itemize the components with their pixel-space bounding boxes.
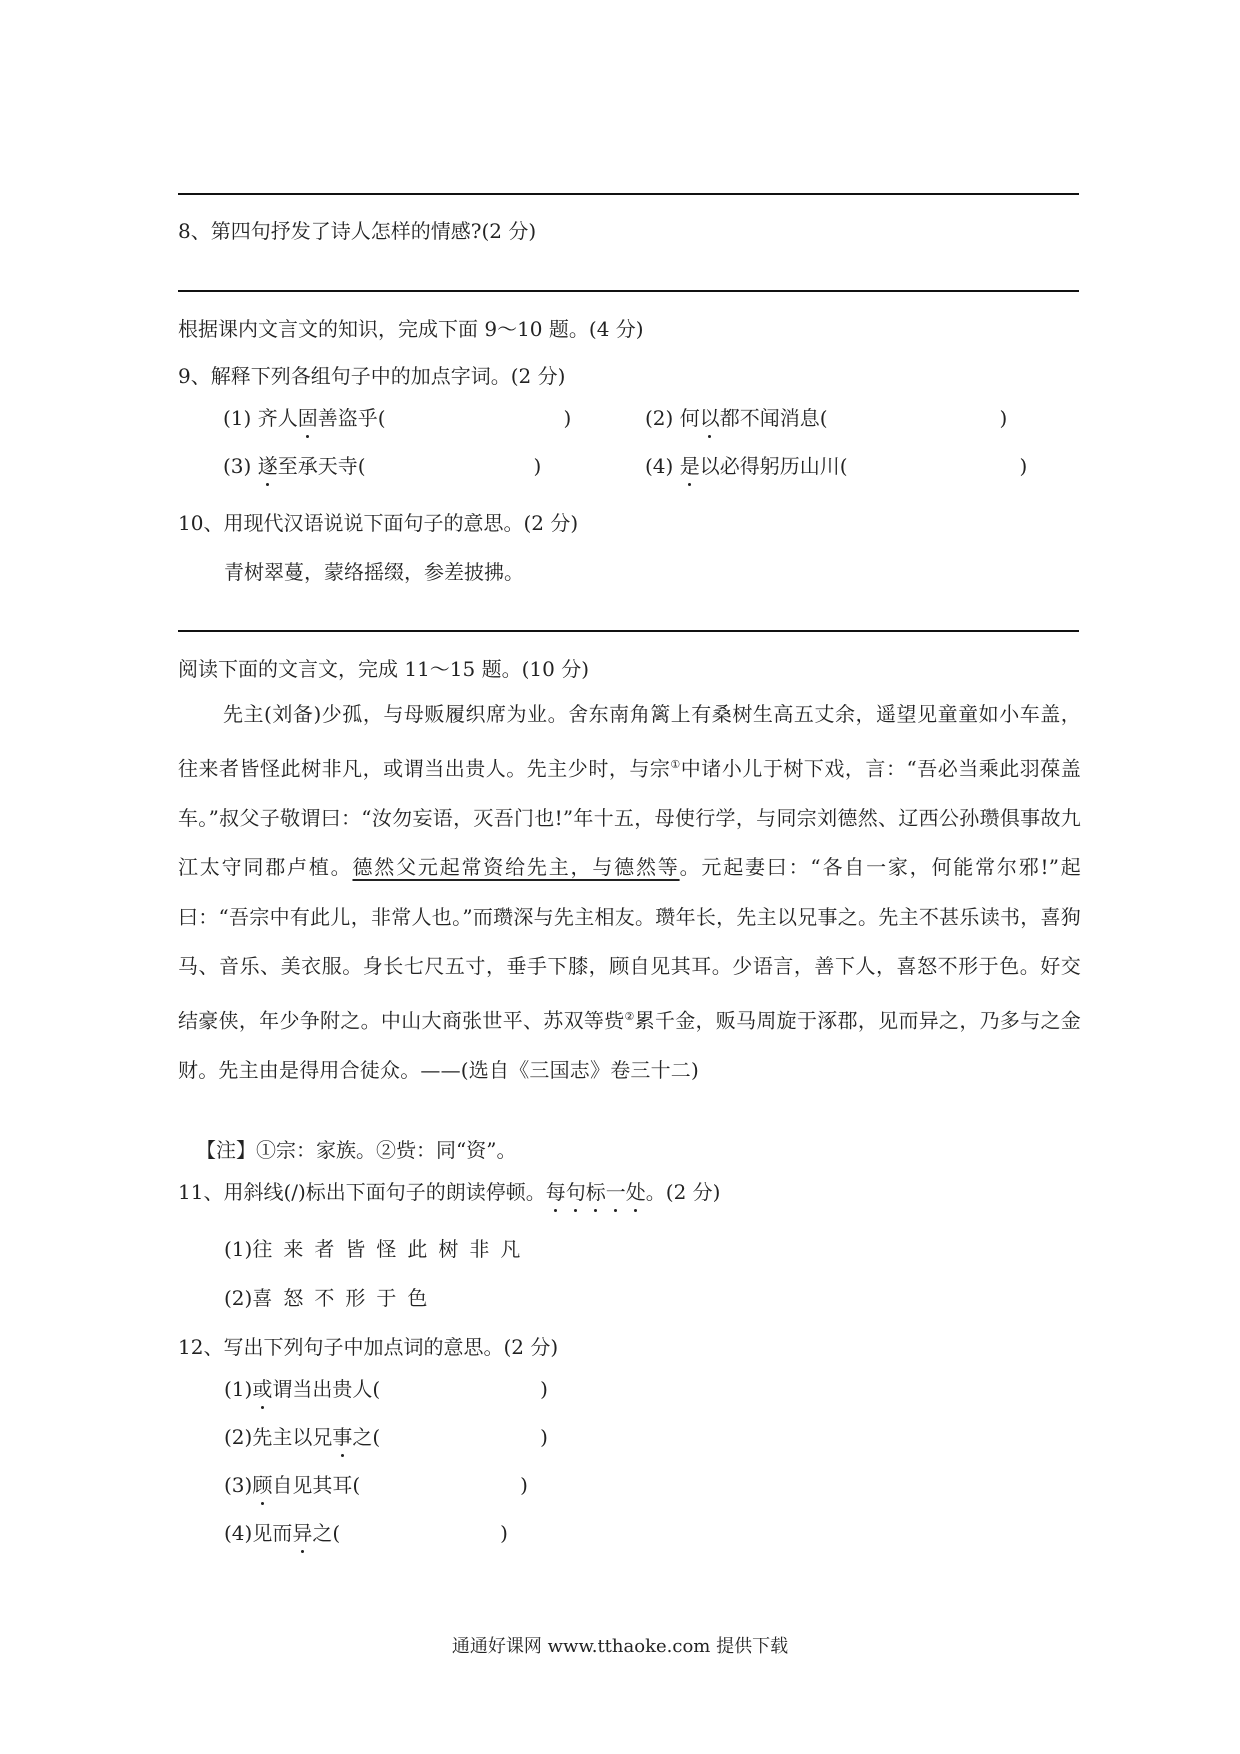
q11-sentence-2[interactable] [224,1284,438,1312]
bracket-open: ( [819,406,828,430]
dotted-char: 异 [292,1521,313,1545]
bracket-open: ( [839,454,848,478]
question-9: 9、解释下列各组句子中的加点字词。(2 分) [178,364,566,388]
spaced-sentence: 往来者皆怪此树非凡 [252,1237,532,1261]
bracket-open: ( [332,1521,341,1545]
item-number: (2) [224,1425,253,1449]
item-text: 齐人 [257,406,298,430]
passage-text: 中诸小儿于树下戏，言：“吾必当乘此羽葆盖车。”叔父子敬谓曰：“汝勿妄语，灭吾门也!”年十五，母使行学，与同宗刘德然、辽西公孙瓒俱事故九江太守同郡卢植。 [178,756,1082,880]
bracket-open: ( [372,1425,381,1449]
spaced-sentence: 喜怒不形于色 [252,1286,439,1310]
page-footer: 通通好课网 www.tthaoke.com 提供下载 [451,1636,789,1657]
item-text: 自见其耳 [272,1473,353,1497]
bracket-open: ( [377,406,386,430]
answer-line-q10 [178,630,1079,632]
bracket-close: ) [533,454,542,478]
bracket-close: ) [1019,454,1028,478]
passage-text: 。元起妻曰：“各自一家，何能常尔邪!”起曰：“吾宗中有此儿，非常人也。”而瓒深与先主相友。瓒年长，先主以兄事之。先主不甚乐读书，喜狗马、音乐、美衣服。身长七尺五寸，垂手下膝，顾自见其耳。少语言，善下人，喜怒不形于色。好交结豪侠，年少争附之。中山大商张世平、苏双等赀 [178,855,1081,1033]
footnote-marker: ① [670,757,681,771]
bracket-close: ) [540,1377,548,1401]
item-text: 之 [312,1521,333,1545]
item-text: 以必得躬历山川 [699,454,840,478]
item-text: 都不闻消息 [719,406,820,430]
question-11 [178,1178,720,1206]
item-text: 何 [679,406,700,430]
q11-sentence-1[interactable] [224,1235,531,1263]
q10-sentence: 青树翠蔓，蒙络摇缀，参差披拂。 [224,560,524,584]
item-text: 先主以兄 [252,1425,333,1449]
item-text: 至承天寺 [277,454,358,478]
dotted-char: 事 [332,1425,353,1449]
bracket-close: ) [999,406,1008,430]
footnote-marker: ② [624,1009,635,1023]
dotted-char: 固 [297,406,318,430]
dotted-char: 以 [699,406,720,430]
dotted-char: 顾 [252,1473,273,1497]
dotted-char: 每 [545,1180,566,1204]
underlined-sentence: 德然父元起常资给先主，与德然等 [352,855,680,880]
question-8: 8、第四句抒发了诗人怎样的情感?(2 分) [178,219,537,243]
item-number: (3) [224,1473,253,1497]
item-text: 谓当出贵人 [272,1377,373,1401]
item-number: (2) [645,406,674,430]
dotted-char: 是 [679,454,700,478]
dotted-char: 一 [605,1180,626,1204]
item-number: (4) [224,1521,253,1545]
bracket-close: ) [563,406,572,430]
q12-item-4 [224,1519,508,1547]
passage-text: 先主(刘备)少孤，与母贩履织席为业。舍东南角篱上有桑树生高五丈余，遥望见童童如小车盖，往来者皆怪此树非凡，或谓当出贵人。先主少时，与宗 [178,702,1081,781]
item-number: (3) [223,454,252,478]
bracket-open: ( [352,1473,361,1497]
section-intro-9-10: 根据课内文言文的知识，完成下面 9～10 题。(4 分) [178,317,644,341]
q12-item-2 [224,1423,548,1451]
q9-item-4 [645,452,1027,480]
dotted-char: 或 [252,1377,273,1401]
item-number: (1) [224,1377,253,1401]
item-text: 善盗乎 [317,406,378,430]
dotted-char: 处 [625,1180,646,1204]
passage-text: 累千金，贩马周旋于涿郡，见而异之，乃多与之金财。先主由是得用合徒众。——(选自《三国志》卷三十二) [178,1008,1081,1082]
dotted-char: 标 [585,1180,606,1204]
question-text: 11、用斜线(/)标出下面句子的朗读停顿。 [178,1180,546,1204]
bracket-close: ) [500,1521,508,1545]
q9-item-1 [223,404,571,432]
item-number: (1) [224,1237,253,1261]
section-intro-11-15: 阅读下面的文言文，完成 11～15 题。(10 分) [178,657,590,681]
q12-item-3 [224,1471,528,1499]
item-text: 之 [352,1425,373,1449]
bracket-close: ) [540,1425,548,1449]
item-text: 见而 [252,1521,293,1545]
q9-item-3 [223,452,541,480]
item-number: (4) [645,454,674,478]
dotted-char: 遂 [257,454,278,478]
classical-passage [178,690,1081,1095]
answer-line-q8 [178,290,1079,292]
dotted-char: 句 [565,1180,586,1204]
answer-line-q7 [178,193,1079,195]
item-number: (2) [224,1286,253,1310]
question-12: 12、写出下列句子中加点词的意思。(2 分) [178,1335,559,1359]
bracket-open: ( [372,1377,381,1401]
q9-item-2 [645,404,1007,432]
question-10: 10、用现代汉语说说下面句子的意思。(2 分) [178,511,579,535]
bracket-close: ) [520,1473,528,1497]
question-text: 。(2 分) [645,1180,721,1204]
passage-note: 【注】①宗：家族。②赀：同“资”。 [196,1138,517,1162]
item-number: (1) [223,406,252,430]
q12-item-1 [224,1375,548,1403]
bracket-open: ( [357,454,366,478]
